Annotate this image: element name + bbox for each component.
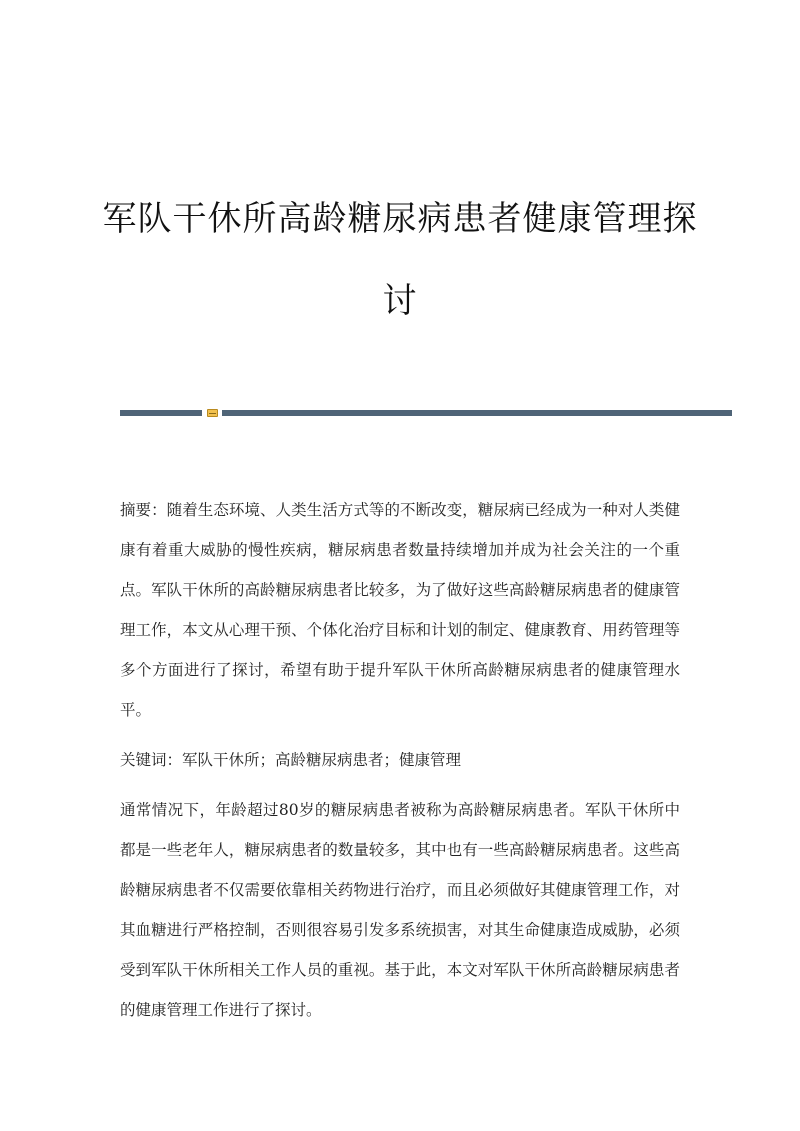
- abstract-paragraph: 摘要：随着生态环境、人类生活方式等的不断改变，糖尿病已经成为一种对人类健康有着重大威胁的慢性疾病，糖尿病患者数量持续增加并成为社会关注的一个重点。军队干休所的高龄糖尿病患者比较多，为了做好这些高龄糖尿病患者的健康管理工作，本文从心理干预、个体化治疗目标和计划的制定、健康教育、用药管理等多个方面进行了探讨，希望有助于提升军队干休所高龄糖尿病患者的健康管理水平。: [120, 501, 680, 719]
- divider-emblem-icon: [207, 409, 218, 417]
- document-title: 军队干休所高龄糖尿病患者健康管理探讨: [102, 199, 698, 321]
- intro-paragraph: 通常情况下，年龄超过80岁的糖尿病患者被称为高龄糖尿病患者。军队干休所中都是一些老年人，糖尿病患者的数量较多，其中也有一些高龄糖尿病患者。这些高龄糖尿病患者不仅需要依靠相关药物进行治疗，而且必须做好其健康管理工作，对其血糖进行严格控制，否则很容易引发多系统损害，对其生命健康造成威胁，必须受到军队干休所相关工作人员的重视。基于此，本文对军队干休所高龄糖尿病患者的健康管理工作进行了探讨。: [120, 801, 680, 1019]
- title-divider: [120, 409, 732, 417]
- keywords-line: 关键词：军队干休所；高龄糖尿病患者；健康管理: [120, 751, 462, 769]
- divider-bar-right: [222, 410, 732, 416]
- divider-bar-left: [120, 410, 202, 416]
